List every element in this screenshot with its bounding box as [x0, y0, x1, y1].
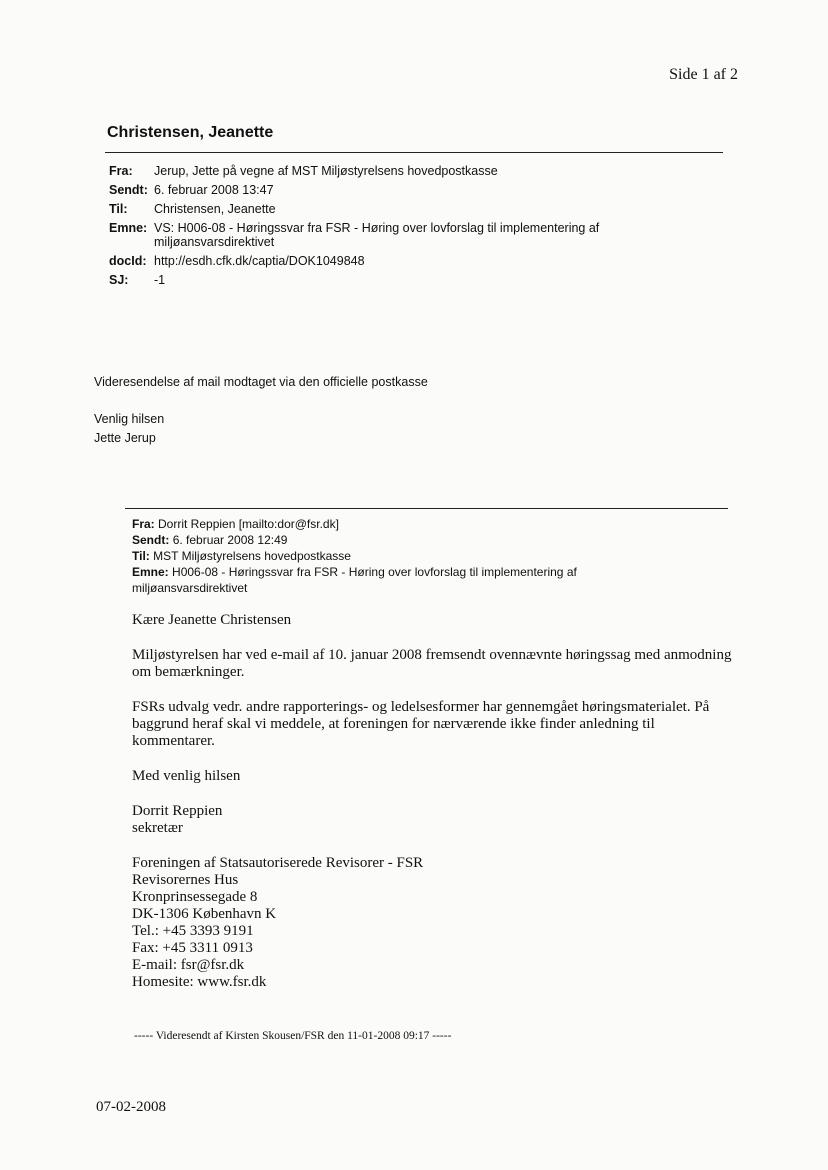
signer — [132, 803, 732, 837]
header-label: SJ: — [109, 273, 129, 287]
organization-address — [132, 855, 732, 991]
outer-sender: Jette Jerup — [94, 431, 156, 445]
salutation: Kære Jeanette Christensen — [132, 612, 292, 628]
inner-sent-label: Sendt: — [132, 533, 170, 547]
footer-date: 07-02-2008 — [96, 1099, 166, 1115]
header-label: Sendt: — [109, 183, 148, 197]
header-label: Fra: — [109, 164, 133, 178]
header-row-sent — [109, 181, 654, 200]
header-row-docid — [109, 252, 654, 271]
letter-body — [132, 612, 732, 991]
header-value: Christensen, Jeanette — [154, 202, 276, 216]
inner-sent-row — [132, 532, 692, 548]
inner-from: Dorrit Reppien [mailto:dor@fsr.dk] — [158, 517, 339, 531]
header-label: Til: — [109, 202, 128, 216]
org-line: Revisorernes Hus — [132, 872, 239, 888]
inner-email-header — [132, 516, 692, 596]
inner-from-label: Fra: — [132, 517, 155, 531]
org-line: DK-1306 København K — [132, 906, 277, 922]
header-row-from — [109, 162, 654, 181]
inner-subject-label: Emne: — [132, 565, 169, 579]
inner-to-row — [132, 548, 692, 564]
header-value: http://esdh.cfk.dk/captia/DOK1049848 — [154, 254, 365, 268]
org-line: Fax: +45 3311 0913 — [132, 940, 253, 956]
org-line: E-mail: fsr@fsr.dk — [132, 957, 245, 973]
header-row-sj — [109, 271, 654, 290]
header-row-to — [109, 200, 654, 219]
header-value: VS: H006-08 - Høringssvar fra FSR - Høring over lovforslag til implementering af miljøansvarsdirektivet — [154, 221, 600, 249]
signer-name: Dorrit Reppien — [132, 803, 223, 819]
inner-from-row — [132, 516, 692, 532]
signer-title: sekretær — [132, 820, 183, 836]
paragraph-2: FSRs udvalg vedr. andre rapporterings- og ledelsesformer har gennemgået høringsmaterialet. På baggrund heraf skal vi meddele, at foreningen for nærværende ikke finder anledning til kommentarer. — [132, 699, 710, 749]
paragraph-1: Miljøstyrelsen har ved e-mail af 10. januar 2008 fremsendt ovennævnte høringssag med anmodning om bemærkninger. — [132, 647, 732, 680]
inner-subject-row — [132, 564, 692, 596]
outer-greeting: Venlig hilsen — [94, 412, 165, 426]
inner-subject: H006-08 - Høringssvar fra FSR - Høring over lovforslag til implementering af miljøansvarsdirektivet — [132, 565, 577, 595]
header-value: -1 — [154, 273, 166, 287]
outer-email-header — [109, 162, 654, 290]
header-value: Jerup, Jette på vegne af MST Miljøstyrelsens hovedpostkasse — [154, 164, 498, 178]
forward-note: Videresendelse af mail modtaget via den officielle postkasse — [94, 375, 428, 389]
header-value: 6. februar 2008 13:47 — [154, 183, 274, 197]
org-line: Kronprinsessegade 8 — [132, 889, 258, 905]
header-label: Emne: — [109, 221, 148, 235]
header-label: docId: — [109, 254, 147, 268]
header-row-subject — [109, 219, 654, 252]
outer-signature — [94, 410, 164, 448]
header-divider — [105, 152, 723, 153]
inner-sent: 6. februar 2008 12:49 — [172, 533, 288, 547]
org-line: Tel.: +45 3393 9191 — [132, 923, 254, 939]
inner-to-label: Til: — [132, 549, 150, 563]
org-line: Homesite: www.fsr.dk — [132, 974, 267, 990]
closing: Med venlig hilsen — [132, 768, 241, 784]
forwarded-line: ----- Videresendt af Kirsten Skousen/FSR den 11-01-2008 09:17 ----- — [134, 1030, 452, 1042]
inner-divider — [125, 508, 728, 509]
inner-to: MST Miljøstyrelsens hovedpostkasse — [153, 549, 351, 563]
page-number: Side 1 af 2 — [669, 66, 738, 83]
recipient-name: Christensen, Jeanette — [107, 124, 274, 141]
org-line: Foreningen af Statsautoriserede Revisorer - FSR — [132, 855, 424, 871]
